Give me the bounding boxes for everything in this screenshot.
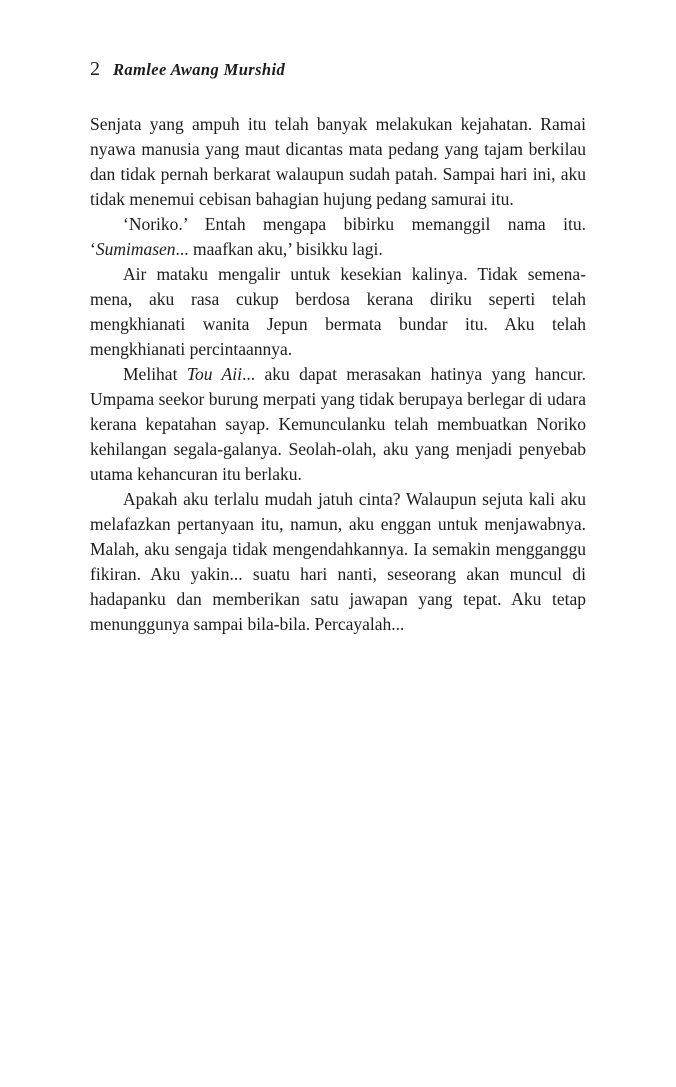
text-run: Apakah aku terlalu mudah jatuh cinta? Walaupun sejuta kali aku melafazkan pertanyaan itu, namun, aku enggan untuk menjawabnya. Malah, aku sengaja tidak mengendahkannya. Ia semakin mengganggu fikiran. Aku yakin... suatu hari nanti, seseorang akan muncul di hadapanku dan memberikan satu jawapan yang tepat. Aku tetap menunggunya sampai bila-bila. Percayalah... [90, 489, 586, 634]
paragraph [90, 362, 586, 487]
paragraph [90, 487, 586, 637]
text-run: Air mataku mengalir untuk kesekian kalinya. Tidak semena-mena, aku rasa cukup berdosa kerana diriku seperti telah mengkhianati wanita Jepun bermata bundar itu. Aku telah mengkhianati percintaannya. [90, 264, 586, 359]
author-name: Ramlee Awang Murshid [113, 60, 286, 79]
body-text [90, 112, 586, 637]
text-run: ... maafkan aku,’ bisikku lagi. [175, 239, 383, 259]
paragraph [90, 212, 586, 262]
text-run: ... aku dapat merasakan hatinya yang hancur. Umpama seekor burung merpati yang tidak berupaya berlegar di udara kerana kepatahan sayap. Kemunculanku telah membuatkan Noriko kehilangan segala-galanya. Seolah-olah, aku yang menjadi penyebab utama kehancuran itu berlaku. [90, 364, 586, 484]
text-run: Melihat [123, 364, 187, 384]
text-run: ‘Noriko.’ Entah mengapa bibirku memanggil nama itu. ‘ [90, 214, 586, 259]
paragraph [90, 262, 586, 362]
text-run: Senjata yang ampuh itu telah banyak melakukan kejahatan. Ramai nyawa manusia yang maut dicantas mata pedang yang tajam berkilau dan tidak pernah berkarat walaupun sudah patah. Sampai hari ini, aku tidak menemui cebisan bahagian hujung pedang samurai itu. [90, 114, 586, 209]
page-number: 2 [90, 58, 100, 80]
italic-text-run: Tou Aii [186, 364, 242, 384]
paragraph [90, 112, 586, 212]
italic-text-run: Sumimasen [95, 239, 176, 259]
page-header [90, 58, 586, 81]
